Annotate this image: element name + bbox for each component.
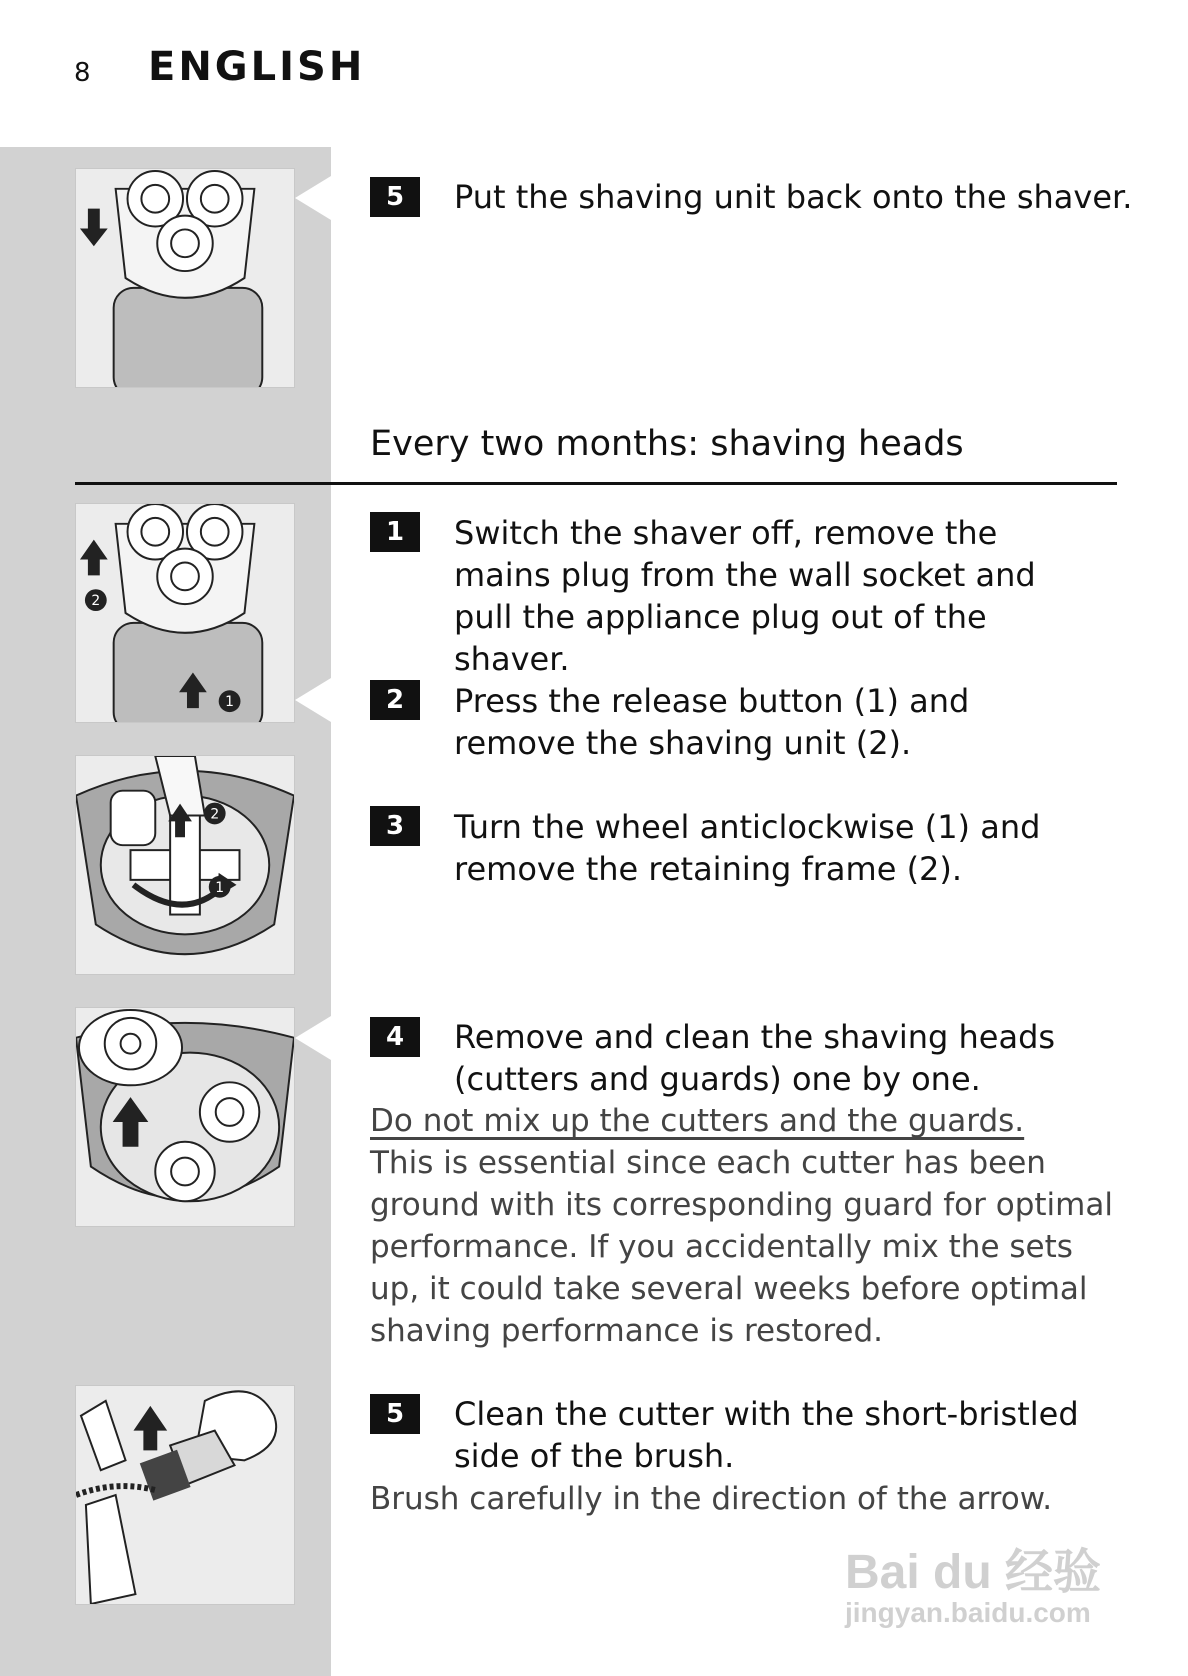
figure-label-2: 2 (91, 593, 101, 610)
step-number-badge: 1 (370, 512, 420, 552)
step-number-badge: 2 (370, 680, 420, 720)
step-text: Put the shaving unit back onto the shaver. (454, 178, 1133, 216)
section-heading: Every two months: shaving heads (370, 424, 964, 464)
arrow-up-icon (80, 540, 108, 576)
page-language-title: ENGLISH (148, 44, 366, 90)
step-number-badge: 5 (370, 177, 420, 217)
section-divider (75, 482, 1117, 485)
step-text: Clean the cutter with the short-bristled side of the brush. (454, 1395, 1079, 1475)
note-text: This is essential since each cutter has been ground with its corresponding guard for optimal performance. If you accidentally mix the sets up, it could take several weeks before optimal shaving performance is restored. (370, 1145, 1113, 1349)
step4-note (370, 1100, 1120, 1352)
step-text: Turn the wheel anticlockwise (1) and remove the retaining frame (2). (454, 808, 1041, 888)
figure-pointer (295, 176, 331, 220)
page-number: 8 (74, 58, 91, 88)
step-number-badge: 3 (370, 806, 420, 846)
figure-remove-cutters (75, 1007, 295, 1227)
figure-brush-cutter (75, 1385, 295, 1605)
step-number-badge: 5 (370, 1394, 420, 1434)
figure-label-2: 2 (210, 806, 220, 823)
figure-label-1: 1 (225, 694, 235, 711)
figure-pointer (295, 1016, 331, 1060)
step-text: Remove and clean the shaving heads (cutters and guards) one by one. (454, 1018, 1056, 1098)
step-text: Press the release button (1) and remove the shaving unit (2). (454, 682, 970, 762)
warning-text: Do not mix up the cutters and the guards. (370, 1103, 1025, 1139)
arrow-up-icon (133, 1406, 167, 1451)
figure-label-1: 1 (215, 879, 225, 896)
figure-remove-unit (75, 503, 295, 723)
step-text: Switch the shaver off, remove the mains plug from the wall socket and pull the appliance plug out of the shaver. (454, 514, 1036, 678)
figure-retaining-frame (75, 755, 295, 975)
figure-shaver-reattach (75, 168, 295, 388)
watermark-url: jingyan.baidu.com (845, 1597, 1091, 1628)
arrow-down-icon (80, 209, 108, 247)
step-number-badge: 4 (370, 1017, 420, 1057)
figure-pointer (295, 678, 331, 722)
watermark-brand: Bai du 经验 (845, 1546, 1102, 1599)
step5-note: Brush carefully in the direction of the arrow. (370, 1481, 1053, 1517)
